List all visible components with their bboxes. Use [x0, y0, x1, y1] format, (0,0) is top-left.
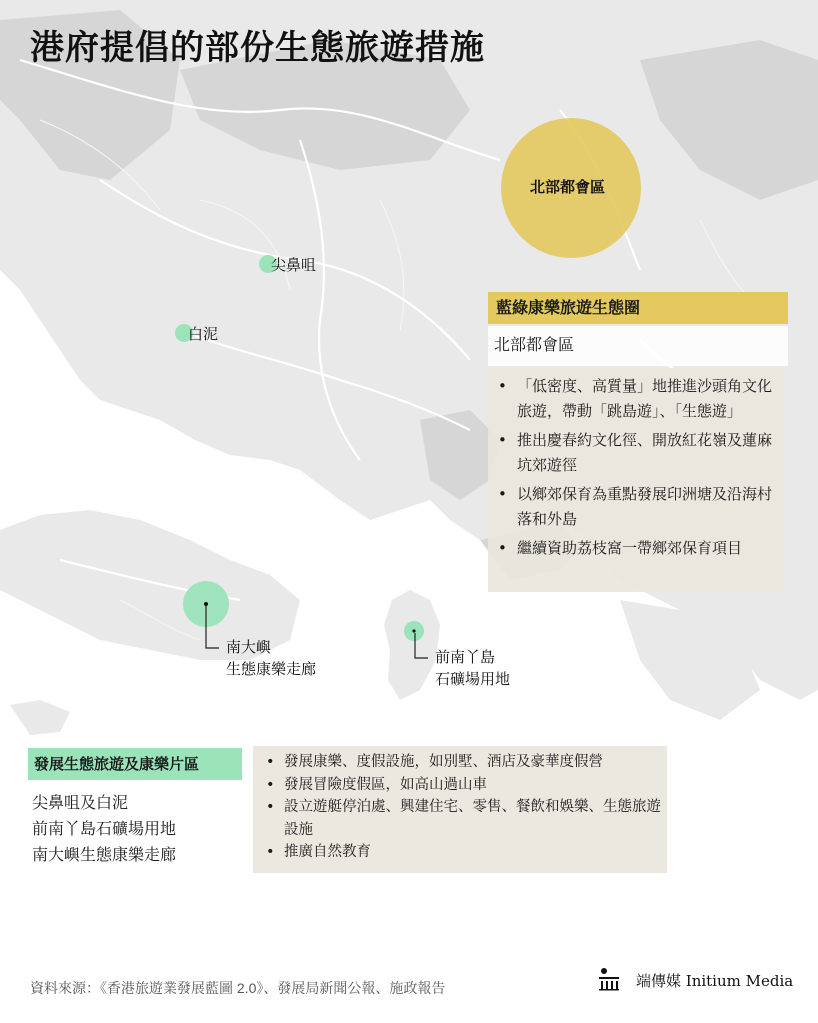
- list-item: • 設立遊艇停泊處、興建住宅、零售、餐飲和娛樂、生態旅遊設施: [253, 796, 663, 841]
- list-item: • 繼續資助荔枝窩一帶鄉郊保育項目: [488, 536, 778, 561]
- label-south-lantau: [226, 636, 316, 680]
- list-item: • 發展冒險度假區，如高山過山車: [253, 774, 663, 797]
- south-island: [10, 700, 70, 735]
- label-pak-nai: 白泥: [188, 325, 219, 343]
- eco-zone-panel-body: [253, 746, 667, 873]
- blue-green-panel-body: [488, 368, 784, 592]
- list-item: • 「低密度、高質量」地推進沙頭角文化旅遊，帶動「跳島遊」、「生態遊」: [488, 374, 778, 424]
- list-item: • 推廣自然教育: [253, 841, 663, 864]
- eco-zone-area-list: [32, 790, 176, 868]
- lamma-dot: [412, 629, 415, 632]
- list-item: • 發展康樂、度假設施，如別墅、酒店及豪華度假營: [253, 751, 663, 774]
- blue-green-panel-list: [488, 374, 778, 561]
- label-south-lantau-line1: 南大嶼: [226, 638, 272, 656]
- logo-wordmark: 端傳媒 Initium Media: [636, 972, 794, 990]
- label-lamma-line2: 石礦場用地: [435, 670, 511, 688]
- label-south-lantau-line2: 生態康樂走廊: [226, 660, 317, 678]
- list-item: • 以鄉郊保育為重點發展印洲塘及沿海村落和外島: [488, 482, 778, 532]
- eco-zone-panel-list: [253, 751, 663, 864]
- eco-zone-area: 尖鼻咀及白泥: [32, 793, 129, 812]
- label-northern-metropolis: 北部都會區: [530, 178, 606, 196]
- eco-zone-area: 南大嶼生態康樂走廊: [32, 845, 177, 864]
- page-title: 港府提倡的部份生態旅遊措施: [30, 28, 485, 68]
- label-tsim-bei-tsui: 尖鼻咀: [271, 256, 317, 274]
- label-lamma: [435, 646, 510, 690]
- blue-green-panel-heading: 藍綠康樂旅遊生態圈: [488, 292, 788, 324]
- initium-logo-icon: [596, 966, 622, 992]
- eco-zone-area: 前南丫島石礦場用地: [32, 819, 177, 838]
- label-lamma-line1: 前南丫島: [435, 648, 496, 666]
- blue-green-panel-area: 北部都會區: [488, 326, 788, 366]
- source-note: 資料來源：《香港旅遊業發展藍圖 2.0》、發展局新聞公報、施政報告: [30, 980, 446, 996]
- lamma-island: [384, 590, 440, 700]
- eco-zone-panel-heading: 發展生態旅遊及康樂片區: [28, 748, 242, 780]
- list-item: • 推出慶春約文化徑、開放紅花嶺及蓮麻坑郊遊徑: [488, 428, 778, 478]
- south-lantau-dot: [204, 602, 208, 606]
